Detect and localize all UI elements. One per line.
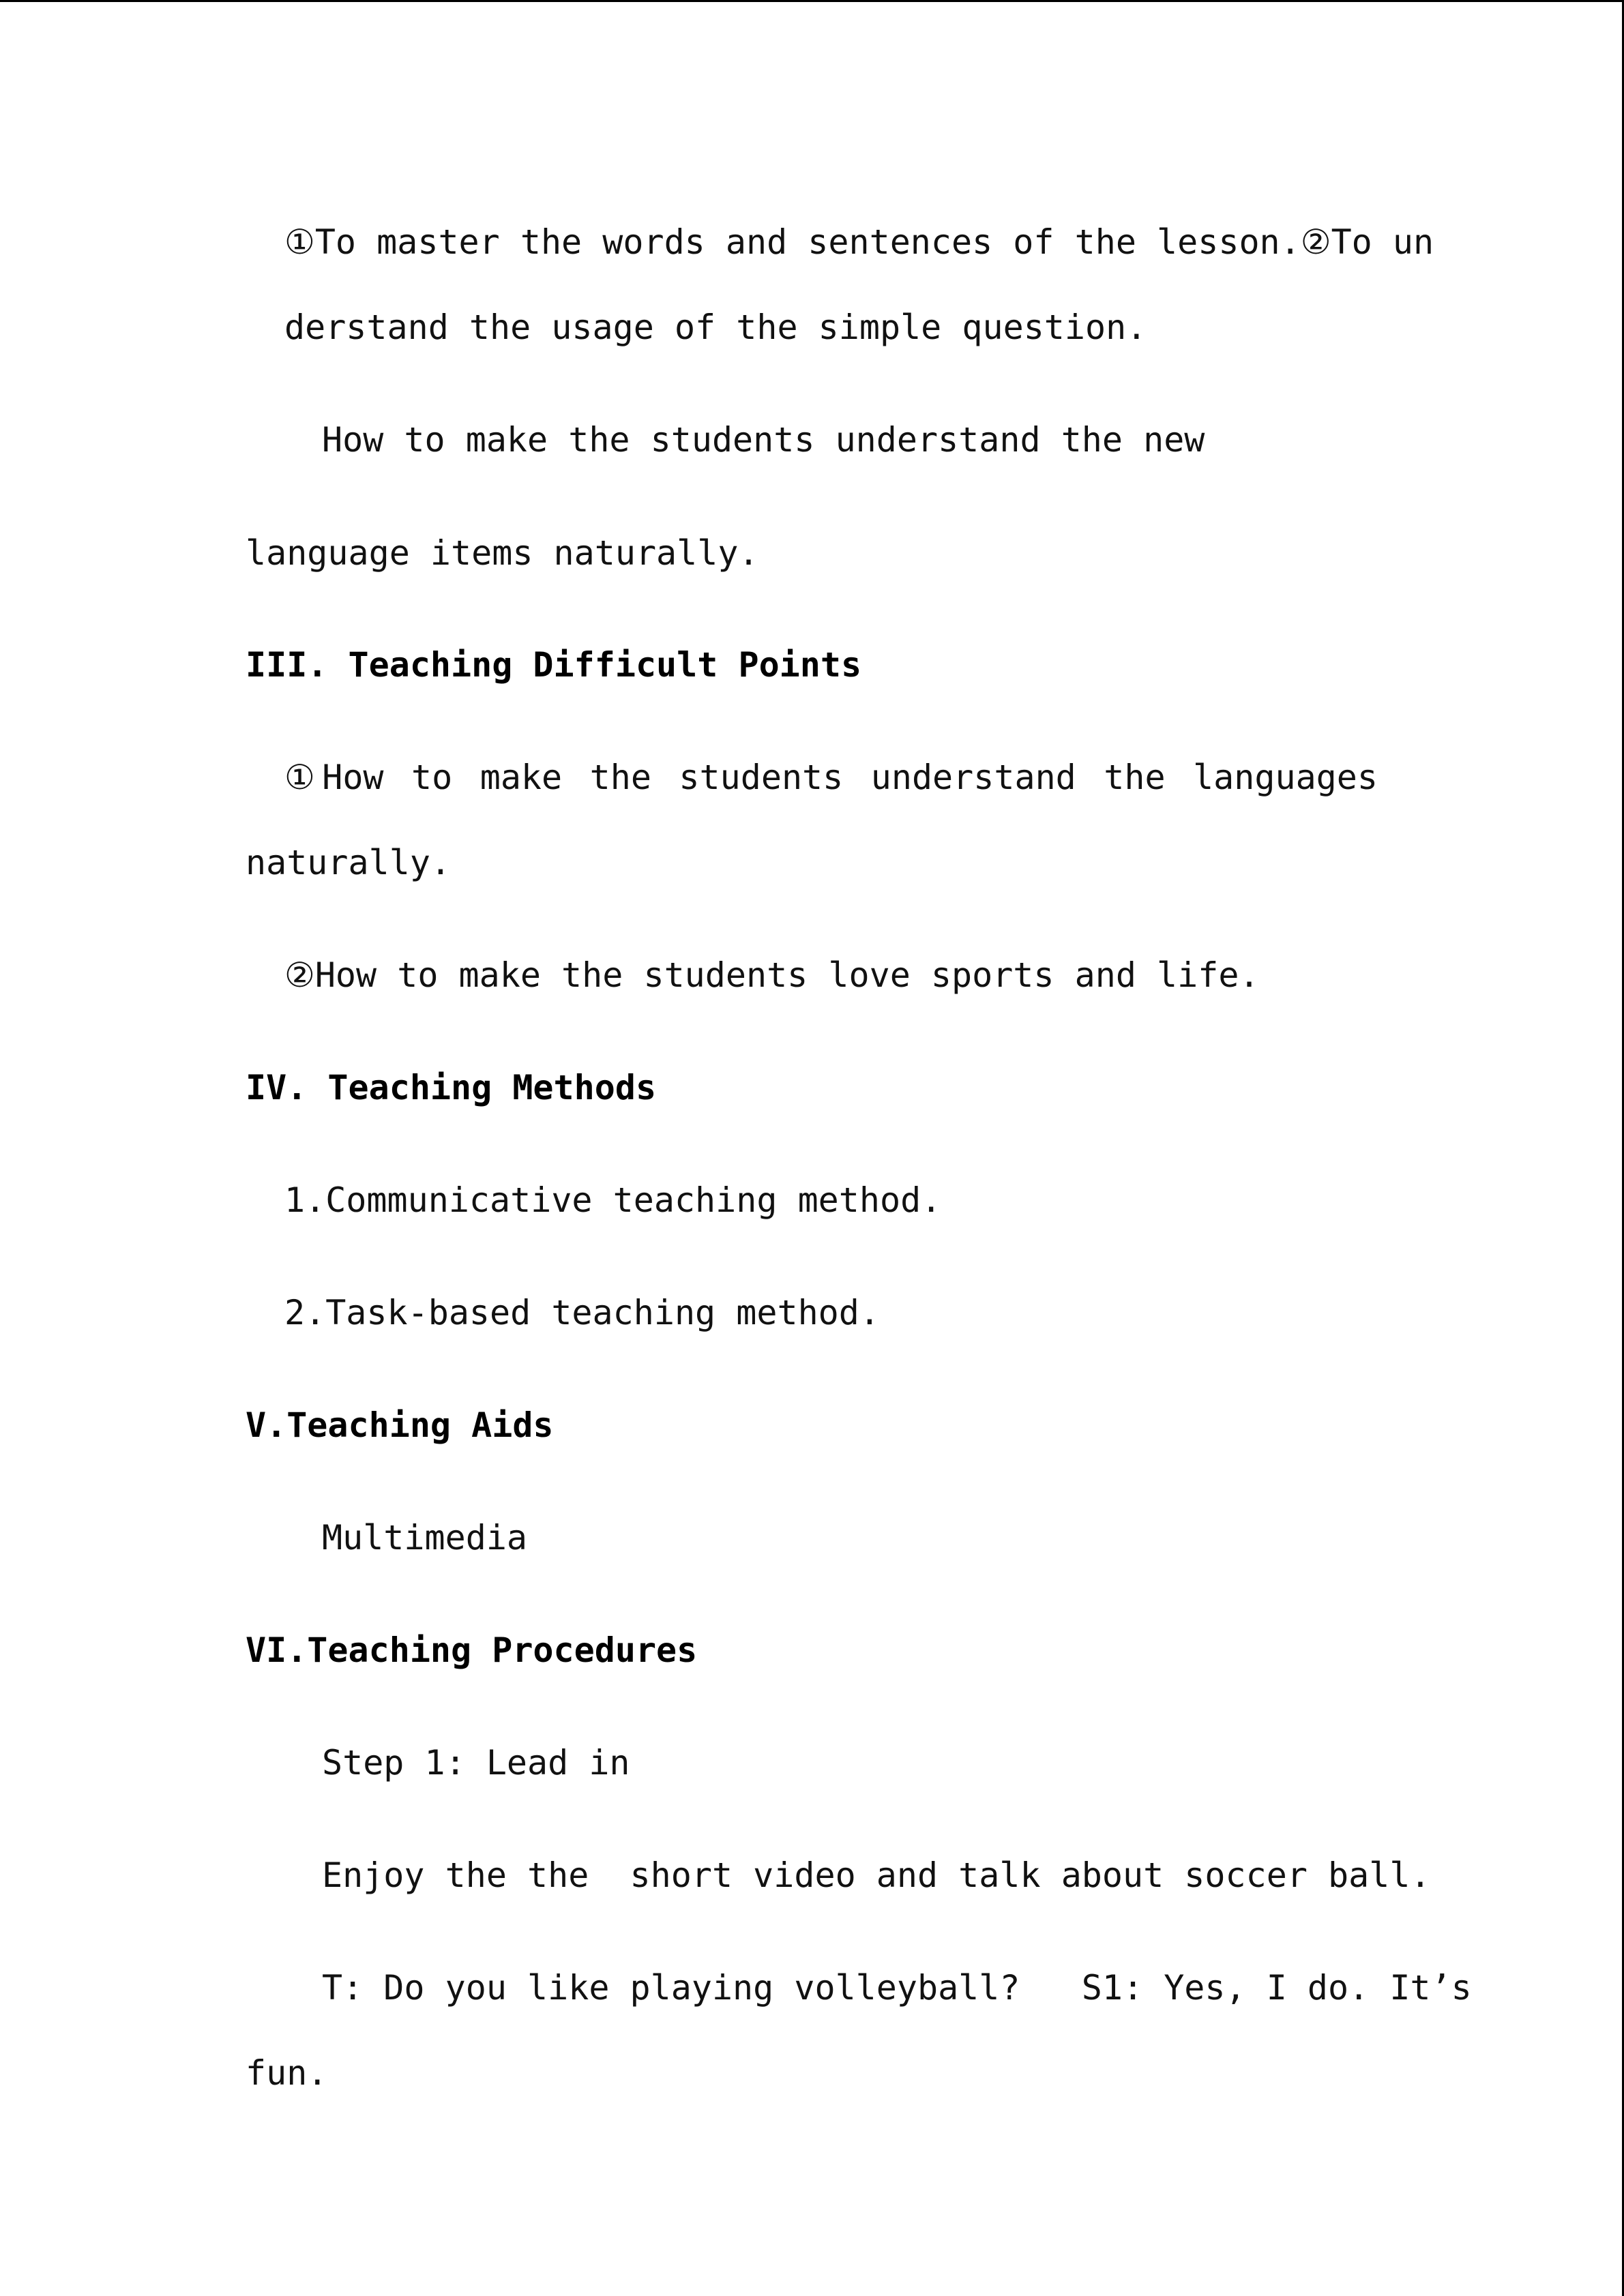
difficult-points-heading: III. Teaching Difficult Points <box>246 645 862 685</box>
objective-line-1: ①To master the words and sentences of the lesson.②To un <box>284 222 1434 262</box>
step-1-title: Step 1: Lead in <box>322 1743 630 1783</box>
dialogue-line-1: T: Do you like playing volleyball? S1: Yes, I do. It’s <box>322 1968 1472 2008</box>
teaching-aids-heading: V.Teaching Aids <box>246 1405 554 1445</box>
dialogue-line-2: fun. <box>246 2053 328 2093</box>
method-1: 1.Communicative teaching method. <box>284 1180 942 1220</box>
difficult-point-1-line-2: naturally. <box>246 843 452 882</box>
difficult-point-2: ②How to make the students love sports and life. <box>284 955 1260 995</box>
step-1-text: Enjoy the the short video and talk about soccer ball. <box>322 1855 1431 1895</box>
teaching-methods-heading: IV. Teaching Methods <box>246 1068 657 1107</box>
teaching-procedures-heading: VI.Teaching Procedures <box>246 1630 698 1670</box>
difficult-point-1-line-1: ①How to make the students understand the languages <box>284 758 1378 797</box>
method-2: 2.Task-based teaching method. <box>284 1293 880 1332</box>
objective-line-2: derstand the usage of the simple question. <box>284 308 1147 347</box>
teaching-aids-item: Multimedia <box>322 1518 528 1557</box>
key-point-line-2: language items naturally. <box>246 533 759 573</box>
key-point-line-1: How to make the students understand the new <box>322 420 1205 460</box>
